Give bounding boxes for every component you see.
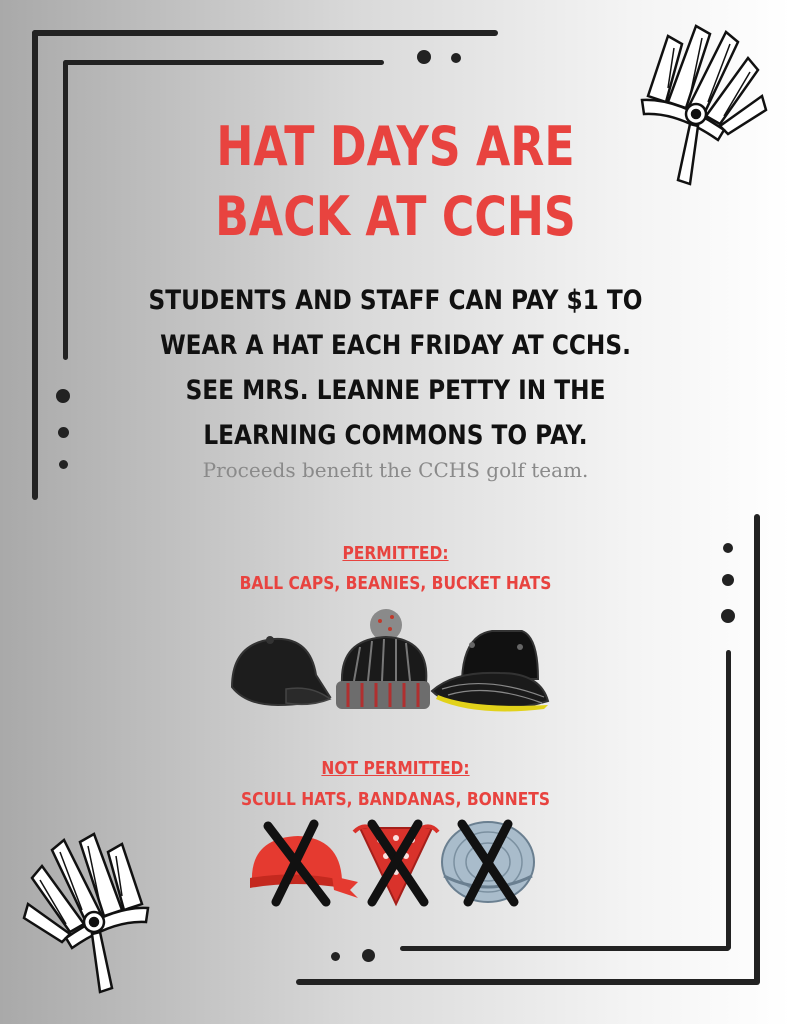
body-line: STUDENTS AND STAFF CAN PAY $1 TO	[148, 285, 643, 316]
body-line: SEE MRS. LEANNE PETTY IN THE	[185, 375, 606, 406]
beanie-icon	[336, 609, 430, 709]
body-line: LEARNING COMMONS TO PAY.	[203, 420, 588, 451]
title-line: HAT DAYS ARE	[216, 115, 575, 178]
body-line: WEAR A HAT EACH FRIDAY AT CCHS.	[160, 330, 631, 361]
title-line: BACK AT CCHS	[215, 185, 576, 248]
proceeds-note: Proceeds benefit the CCHS golf team.	[202, 458, 589, 482]
not-permitted-heading: NOT PERMITTED:	[321, 758, 470, 779]
bucket-hat-icon	[432, 631, 548, 711]
announcement-text	[55, 278, 735, 458]
permitted-heading: PERMITTED:	[342, 543, 449, 564]
headdress-icon	[22, 826, 152, 996]
ball-cap-icon	[232, 636, 330, 705]
not-permitted-hats	[246, 818, 542, 910]
permitted-items: BALL CAPS, BEANIES, BUCKET HATS	[239, 573, 552, 594]
not-permitted-items: SCULL HATS, BANDANAS, BONNETS	[241, 789, 550, 810]
permitted-hats	[226, 605, 556, 717]
page-title	[71, 112, 720, 252]
